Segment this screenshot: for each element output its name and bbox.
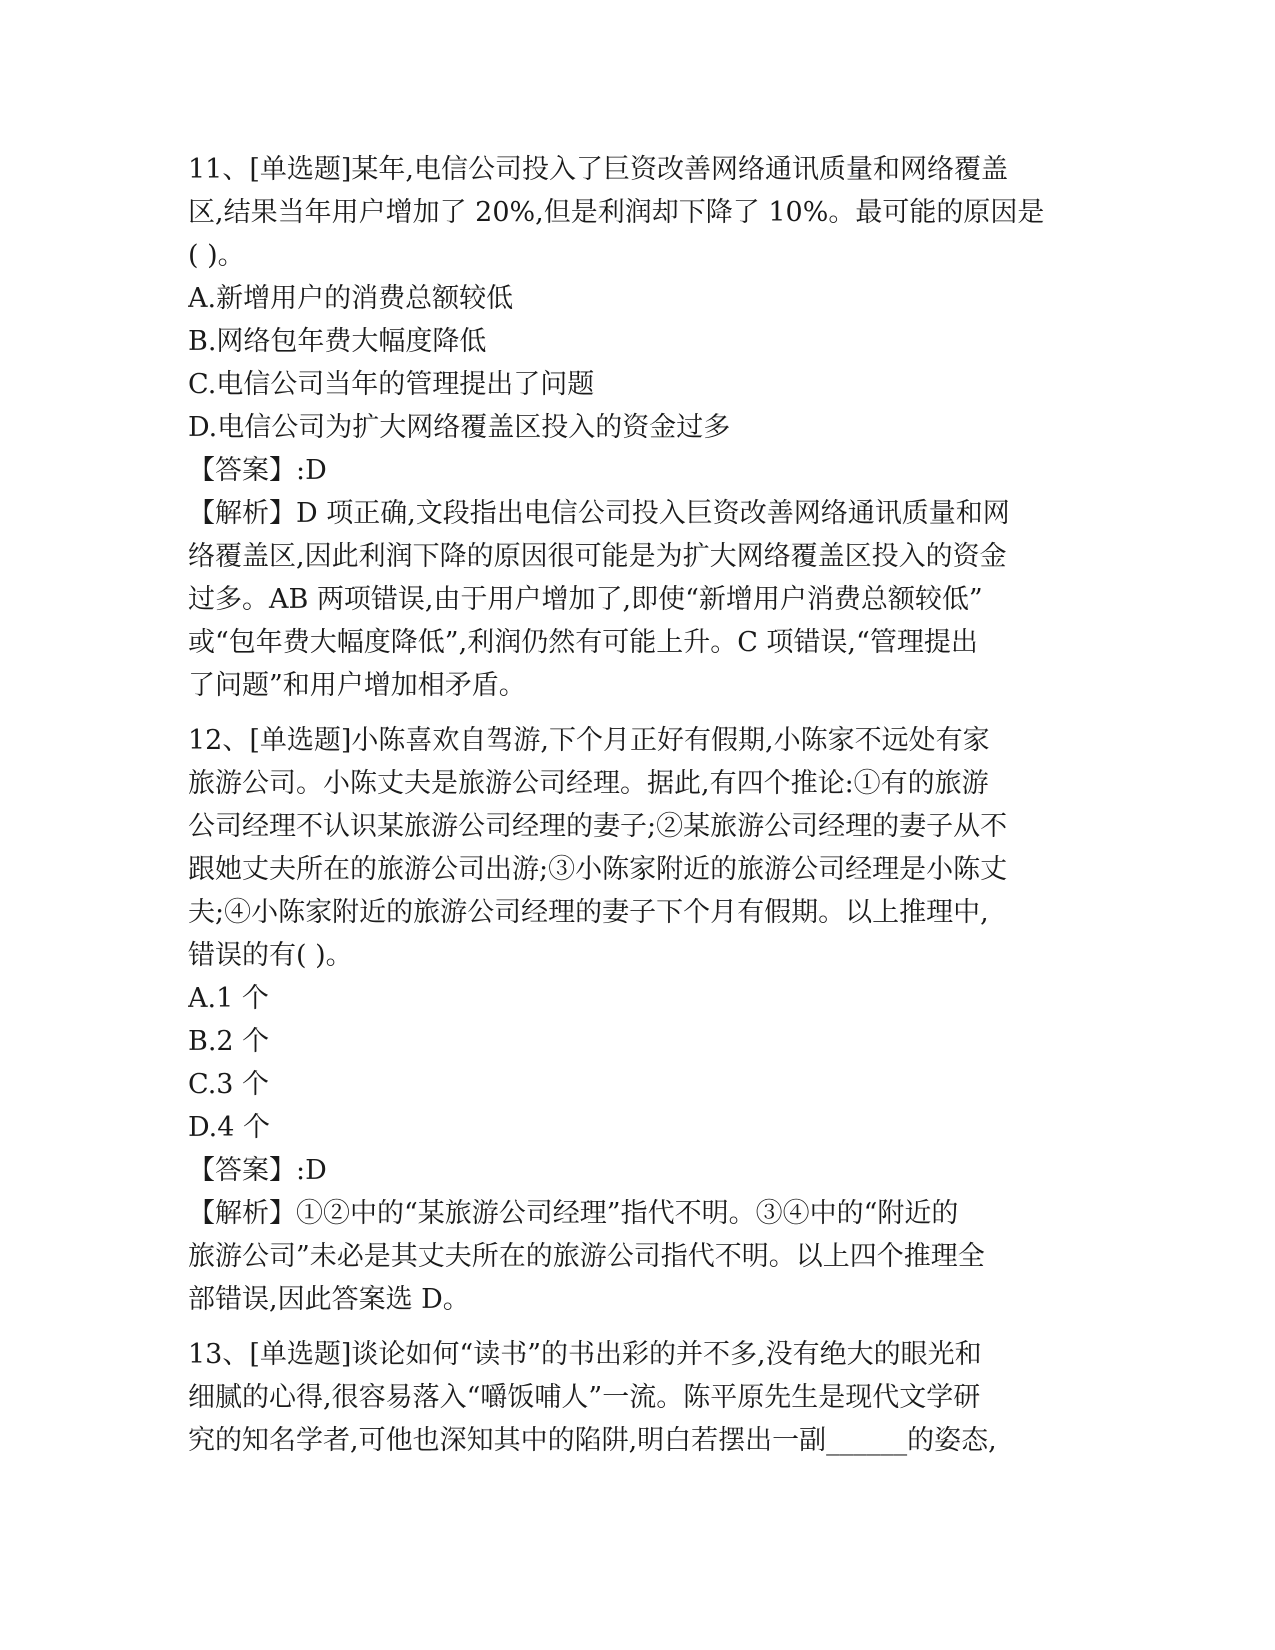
option-d: D.4 个 — [188, 1112, 271, 1143]
question-13 — [188, 1333, 1088, 1462]
question-12 — [188, 719, 1088, 1321]
question-stem-line: 究的知名学者,可他也深知其中的陷阱,明白若摆出一副______的姿态, — [188, 1425, 997, 1456]
analysis-line: 【解析】D 项正确,文段指出电信公司投入巨资改善网络通讯质量和网 — [188, 498, 1010, 529]
option-c: C.电信公司当年的管理提出了问题 — [188, 369, 595, 400]
question-stem-line: 公司经理不认识某旅游公司经理的妻子;②某旅游公司经理的妻子从不 — [188, 811, 1008, 842]
question-stem-line: 跟她丈夫所在的旅游公司出游;③小陈家附近的旅游公司经理是小陈丈 — [188, 854, 1008, 885]
analysis-line: 部错误,因此答案选 D。 — [188, 1284, 470, 1315]
option-b: B.2 个 — [188, 1026, 270, 1057]
option-a: A.1 个 — [188, 983, 269, 1014]
question-11 — [188, 148, 1088, 707]
analysis-line: 络覆盖区,因此利润下降的原因很可能是为扩大网络覆盖区投入的资金 — [188, 541, 1007, 572]
question-stem-line: 夫;④小陈家附近的旅游公司经理的妻子下个月有假期。以上推理中, — [188, 897, 989, 928]
question-stem-line: 13、[单选题]谈论如何“读书”的书出彩的并不多,没有绝大的眼光和 — [188, 1339, 982, 1370]
answer-line: 【答案】:D — [188, 1155, 327, 1186]
option-d: D.电信公司为扩大网络覆盖区投入的资金过多 — [188, 412, 731, 443]
answer-line: 【答案】:D — [188, 455, 327, 486]
question-gap — [188, 707, 1088, 719]
analysis-line: 或“包年费大幅度降低”,利润仍然有可能上升。C 项错误,“管理提出 — [188, 627, 978, 658]
question-stem-line: 11、[单选题]某年,电信公司投入了巨资改善网络通讯质量和网络覆盖 — [188, 154, 1009, 185]
analysis-line: 过多。AB 两项错误,由于用户增加了,即使“新增用户消费总额较低” — [188, 584, 983, 615]
option-b: B.网络包年费大幅度降低 — [188, 326, 487, 357]
question-stem-line: 区,结果当年用户增加了 20%,但是利润却下降了 10%。最可能的原因是 — [188, 197, 1045, 228]
question-stem-line: 旅游公司。小陈丈夫是旅游公司经理。据此,有四个推论:①有的旅游 — [188, 768, 989, 799]
question-stem-line: 细腻的心得,很容易落入“嚼饭哺人”一流。陈平原先生是现代文学研 — [188, 1382, 981, 1413]
question-gap — [188, 1321, 1088, 1333]
question-stem-line: 12、[单选题]小陈喜欢自驾游,下个月正好有假期,小陈家不远处有家 — [188, 725, 990, 756]
option-c: C.3 个 — [188, 1069, 270, 1100]
analysis-line: 旅游公司”未必是其丈夫所在的旅游公司指代不明。以上四个推理全 — [188, 1241, 985, 1272]
option-a: A.新增用户的消费总额较低 — [188, 283, 514, 314]
question-stem-line: 错误的有( )。 — [188, 940, 353, 971]
document-page — [188, 148, 1088, 1462]
analysis-line: 了问题”和用户增加相矛盾。 — [188, 670, 526, 701]
question-stem-line: ( )。 — [188, 240, 245, 271]
analysis-line: 【解析】①②中的“某旅游公司经理”指代不明。③④中的“附近的 — [188, 1198, 959, 1229]
